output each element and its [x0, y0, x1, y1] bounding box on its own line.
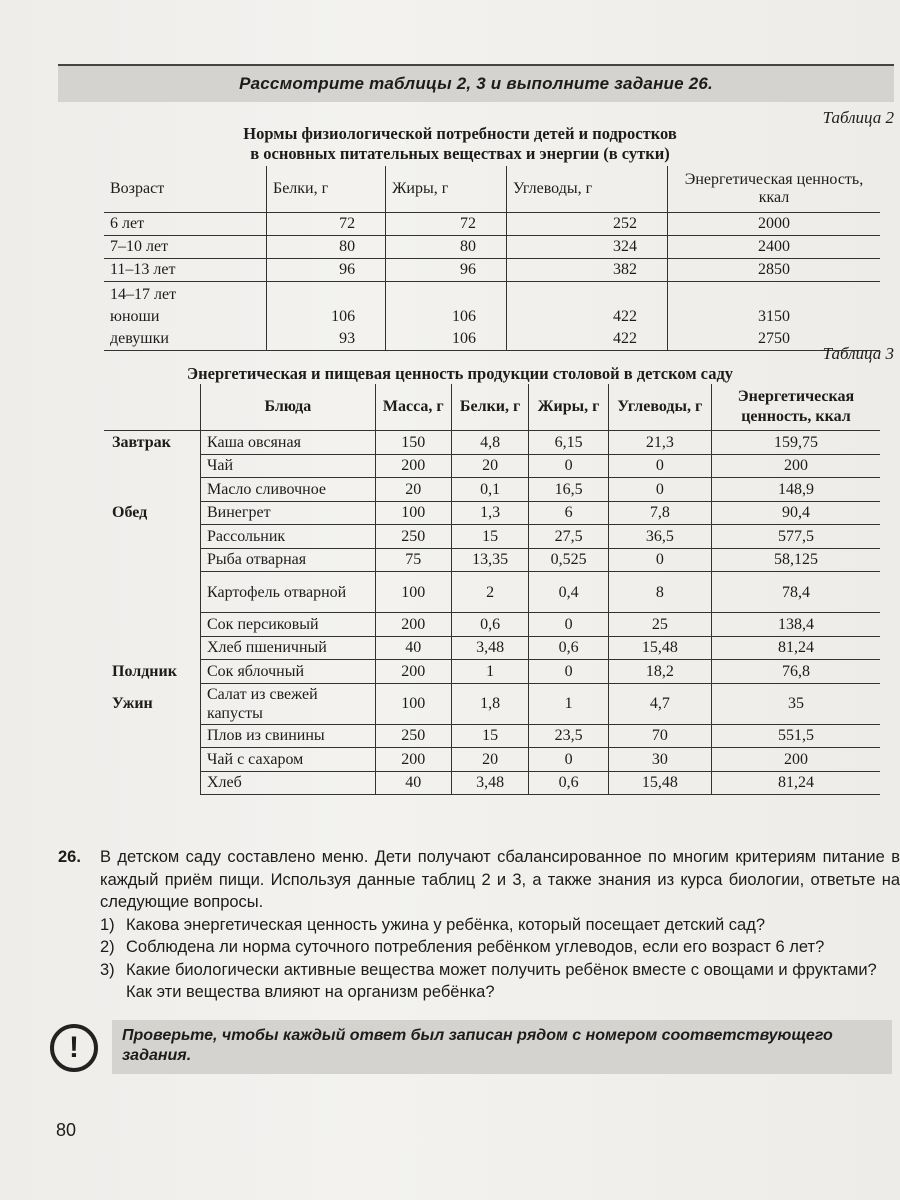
task-intro: В детском саду составлено меню. Дети получают сбалансированное по многим критериям питание в каждый приём пищи. Используя данные таблиц 2 и 3, а также знания из курса биологии, ответьте на следующие вопросы.	[100, 848, 900, 911]
table3-cell: Рыба отварная	[201, 548, 376, 572]
task-26	[52, 846, 900, 1004]
table2-row	[104, 328, 880, 351]
table2-cell: 422	[506, 328, 667, 351]
table3-row	[104, 683, 880, 724]
table3-cell: 40	[375, 636, 451, 660]
table3-cell: Чай с сахаром	[201, 748, 376, 772]
table3-meal-cell	[104, 683, 201, 724]
table3-header-cell: Белки, г	[451, 384, 529, 431]
table3-header-cell: Жиры, г	[529, 384, 608, 431]
table3-cell: 13,35	[451, 548, 529, 572]
table3-header-cell: Энергетическая ценность, ккал	[711, 384, 880, 431]
table3-cell: 20	[451, 454, 529, 478]
table3-cell: Хлеб пшеничный	[201, 636, 376, 660]
table3-cell: 4,8	[451, 431, 529, 455]
table2-cell: 96	[386, 259, 507, 282]
table3-menu	[104, 384, 880, 795]
table3-meal-cell	[104, 613, 201, 637]
table3-row	[104, 525, 880, 549]
table2-cell: 93	[267, 328, 386, 351]
table2-label: Таблица 2	[822, 108, 894, 127]
table3-header-row	[104, 384, 880, 431]
table3-header-cell: Масса, г	[375, 384, 451, 431]
table2-cell: 6 лет	[104, 213, 267, 236]
table3-cell: Винегрет	[201, 501, 376, 525]
table3-cell: 200	[375, 454, 451, 478]
table3-cell: 25	[608, 613, 711, 637]
table3-cell: 250	[375, 724, 451, 748]
table3-row	[104, 724, 880, 748]
table3-cell: 76,8	[711, 660, 880, 684]
task-question-number: 1)	[100, 915, 115, 934]
table3-row	[104, 454, 880, 478]
table3-cell: 35	[711, 683, 880, 724]
table3-cell: 6	[529, 501, 608, 525]
table3-cell: 1	[451, 660, 529, 684]
table3-cell: 200	[711, 748, 880, 772]
table3-meal-cell	[104, 636, 201, 660]
table2-cell: 80	[267, 236, 386, 259]
table2-cell: 106	[386, 306, 507, 328]
table3-row	[104, 771, 880, 795]
table2-group-label: 14–17 лет	[104, 282, 267, 307]
table3-cell: Сок персиковый	[201, 613, 376, 637]
table3-cell: 0	[529, 613, 608, 637]
table3-cell: 20	[375, 478, 451, 502]
table3-row	[104, 478, 880, 502]
table2-cell: 72	[267, 213, 386, 236]
table2-cell: 106	[386, 328, 507, 351]
task-question-text: Соблюдена ли норма суточного потребления ребёнком углеводов, если его возраст 6 лет?	[126, 938, 825, 956]
table3-row	[104, 572, 880, 613]
table2-cell: 252	[506, 213, 667, 236]
table3-cell: 100	[375, 683, 451, 724]
notice-block	[50, 1020, 898, 1080]
table2-row	[104, 236, 880, 259]
table3-row	[104, 501, 880, 525]
table3-meal-cell	[104, 724, 201, 748]
table3-body	[104, 431, 880, 795]
table2-row	[104, 213, 880, 236]
table2-row	[104, 306, 880, 328]
table3-cell: 250	[375, 525, 451, 549]
table3-cell: 138,4	[711, 613, 880, 637]
table2-cell: 382	[506, 259, 667, 282]
table2-cell: 96	[267, 259, 386, 282]
table2-cell: 106	[267, 306, 386, 328]
table2-cell: 2000	[668, 213, 881, 236]
table3-cell: 1	[529, 683, 608, 724]
table3-cell: Хлеб	[201, 771, 376, 795]
table2-cell: 7–10 лет	[104, 236, 267, 259]
table3-meal-header	[104, 384, 201, 431]
table2-empty-cell	[267, 282, 386, 307]
task-question-text: Какова энергетическая ценность ужина у ребёнка, который посещает детский сад?	[126, 915, 766, 934]
table3-meal-name: Ужин	[112, 695, 153, 712]
table3-cell: 15,48	[608, 636, 711, 660]
table3-meal-cell	[104, 548, 201, 572]
table2-group-row	[104, 282, 880, 307]
table3-meal-cell	[104, 454, 201, 478]
table2-cell: 2850	[668, 259, 881, 282]
table3-label: Таблица 3	[822, 344, 894, 363]
table2-header-cell: Белки, г	[267, 166, 386, 213]
table3-title: Энергетическая и пищевая ценность продукции столовой в детском саду	[186, 364, 734, 383]
table2-empty-cell	[386, 282, 507, 307]
table3-cell: 577,5	[711, 525, 880, 549]
table3-row	[104, 660, 880, 684]
table3-cell: Масло сливочное	[201, 478, 376, 502]
table3-cell: 150	[375, 431, 451, 455]
table3-cell: 0,6	[529, 636, 608, 660]
table3-row	[104, 748, 880, 772]
table3-meal-name: Завтрак	[112, 434, 171, 451]
table3-row	[104, 548, 880, 572]
table3-cell: 1,3	[451, 501, 529, 525]
table2-cell: 2400	[668, 236, 881, 259]
table3-cell: 15	[451, 525, 529, 549]
table3-cell: Рассольник	[201, 525, 376, 549]
task-question-number: 3)	[100, 960, 115, 979]
task-question	[100, 959, 900, 1004]
table3-cell: 58,125	[711, 548, 880, 572]
table3-header-cell: Углеводы, г	[608, 384, 711, 431]
table3-cell: 1,8	[451, 683, 529, 724]
exclamation-icon: !	[50, 1024, 98, 1072]
table3-cell: 159,75	[711, 431, 880, 455]
table2-title-line1: Нормы физиологической потребности детей и подростков	[243, 124, 677, 143]
table3-cell: 0	[529, 454, 608, 478]
table3-cell: 36,5	[608, 525, 711, 549]
table2-header-cell: Энергетическая ценность, ккал	[668, 166, 881, 213]
table3-meal-name: Обед	[112, 504, 148, 522]
task-question-text: Какие биологически активные вещества может получить ребёнок вместе с овощами и фруктами? Как эти вещества влияют на организм ребёнка?	[126, 960, 877, 1001]
table3-cell: 81,24	[711, 636, 880, 660]
table2-row	[104, 259, 880, 282]
table3-row	[104, 431, 880, 455]
table3-cell: Салат из свежей капусты	[201, 683, 376, 724]
table3-cell: 100	[375, 572, 451, 613]
page-number: 80	[56, 1120, 77, 1140]
table3-cell: Каша овсяная	[201, 431, 376, 455]
table2-norms	[104, 166, 880, 351]
table3-meal-cell	[104, 431, 201, 455]
table3-cell: 0,1	[451, 478, 529, 502]
task-question	[100, 914, 900, 937]
table3-cell: 15,48	[608, 771, 711, 795]
table2-cell: 2750	[668, 328, 881, 351]
table2-header-cell: Возраст	[104, 166, 267, 213]
table3-cell: 40	[375, 771, 451, 795]
table3-cell: 0	[529, 660, 608, 684]
table3-cell: 200	[711, 454, 880, 478]
table3-cell: 3,48	[451, 771, 529, 795]
table3-cell: 70	[608, 724, 711, 748]
table3-cell: 0,525	[529, 548, 608, 572]
table2-header-row	[104, 166, 880, 213]
table2-body	[104, 213, 880, 351]
task-questions	[52, 914, 900, 1004]
table3-cell: 6,15	[529, 431, 608, 455]
table3-cell: 21,3	[608, 431, 711, 455]
table3-cell: 200	[375, 748, 451, 772]
table2-cell: 80	[386, 236, 507, 259]
table2-cell: девушки	[104, 328, 267, 351]
table3-cell: 90,4	[711, 501, 880, 525]
table3-meal-cell	[104, 771, 201, 795]
table3-cell: 148,9	[711, 478, 880, 502]
table3-meal-cell	[104, 748, 201, 772]
table3-cell: 18,2	[608, 660, 711, 684]
table2-cell: 324	[506, 236, 667, 259]
table2-header-cell: Углеводы, г	[506, 166, 667, 213]
table2-title-line2: в основных питательных веществах и энергии (в сутки)	[250, 144, 670, 163]
table2-cell: юноши	[104, 306, 267, 328]
table2-title	[100, 124, 820, 164]
table3-cell: 200	[375, 660, 451, 684]
table3-meal-cell	[104, 478, 201, 502]
task-question	[100, 936, 900, 959]
table2-empty-cell	[506, 282, 667, 307]
instruction-banner: Рассмотрите таблицы 2, 3 и выполните задание 26.	[58, 64, 894, 102]
table3-cell: 0	[608, 454, 711, 478]
table2-cell: 422	[506, 306, 667, 328]
table3-cell: 8	[608, 572, 711, 613]
task-number: 26.	[58, 848, 81, 866]
table3-meal-cell	[104, 572, 201, 613]
table3-cell: 20	[451, 748, 529, 772]
table3-meal-name: Полдник	[112, 662, 177, 680]
table3-cell: 7,8	[608, 501, 711, 525]
table3-cell: 3,48	[451, 636, 529, 660]
table3-cell: 0	[529, 748, 608, 772]
table2-cell: 3150	[758, 308, 790, 325]
table3-cell: 27,5	[529, 525, 608, 549]
table3-cell: 30	[608, 748, 711, 772]
table3-cell: 4,7	[608, 683, 711, 724]
table3-cell: 0	[608, 548, 711, 572]
table3-cell: 551,5	[711, 724, 880, 748]
table3-cell: Сок яблочный	[201, 660, 376, 684]
table3-cell: 16,5	[529, 478, 608, 502]
task-question-number: 2)	[100, 938, 115, 956]
table3-cell: 100	[375, 501, 451, 525]
table3-meal-cell	[104, 660, 201, 684]
table2-header-cell: Жиры, г	[386, 166, 507, 213]
table3-cell: 78,4	[711, 572, 880, 613]
table3-cell: 15	[451, 724, 529, 748]
table2-empty-cell	[668, 282, 881, 307]
notice-text: Проверьте, чтобы каждый ответ был записан рядом с номером соответствующего задания.	[112, 1020, 892, 1074]
table3-header-cell: Блюда	[201, 384, 376, 431]
table3-row	[104, 636, 880, 660]
table3-cell: Картофель отварной	[201, 572, 376, 613]
table3-meal-cell	[104, 501, 201, 525]
table3-cell: 75	[375, 548, 451, 572]
table3-cell: 200	[375, 613, 451, 637]
table3-cell: 0	[608, 478, 711, 502]
table2-cell: 11–13 лет	[104, 259, 267, 282]
table2-cell: 72	[386, 213, 507, 236]
table3-cell: Плов из свинины	[201, 724, 376, 748]
table3-cell: 81,24	[711, 771, 880, 795]
table3-cell: Чай	[201, 454, 376, 478]
table3-cell: 2	[451, 572, 529, 613]
table3-cell: 23,5	[529, 724, 608, 748]
table3-cell: 0,6	[451, 613, 529, 637]
table3-cell: 0,6	[529, 771, 608, 795]
table3-meal-cell	[104, 525, 201, 549]
table3-row	[104, 613, 880, 637]
table3-cell: 0,4	[529, 572, 608, 613]
